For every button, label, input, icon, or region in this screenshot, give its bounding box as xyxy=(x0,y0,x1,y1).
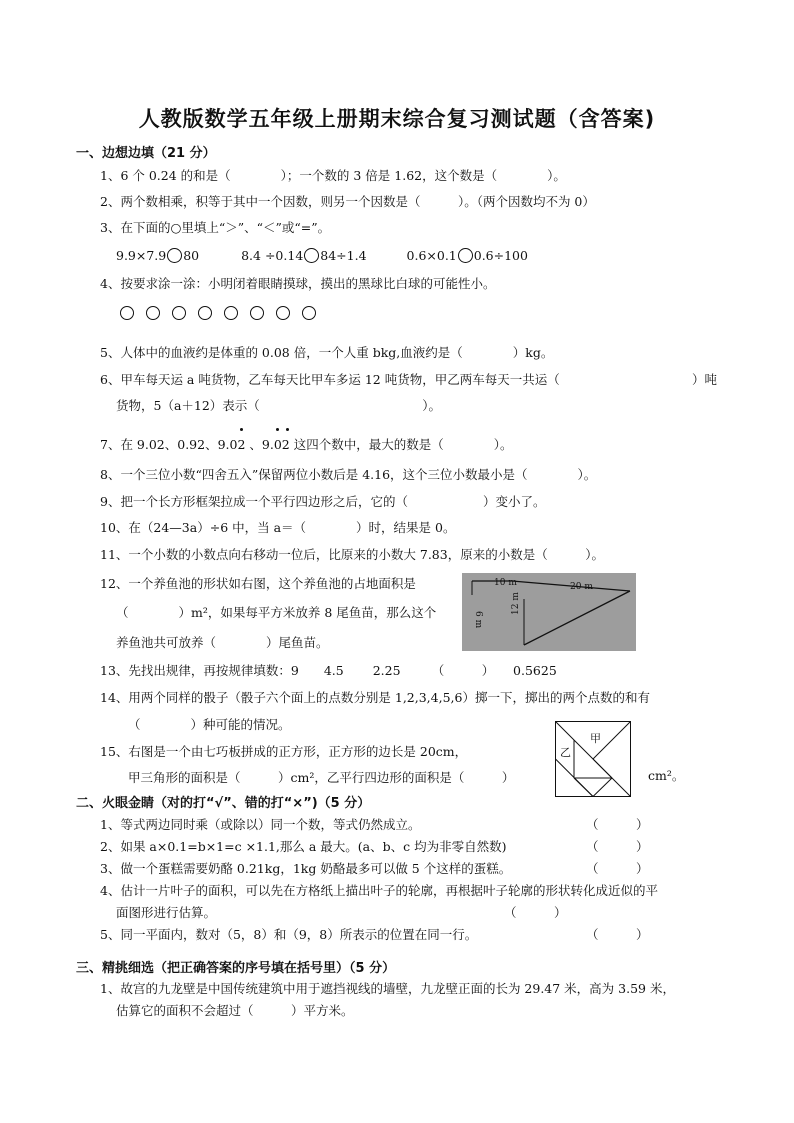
fish-pond-figure xyxy=(462,573,636,651)
ball-circle[interactable] xyxy=(198,306,212,320)
question-1-6-unit: ）吨 xyxy=(692,372,718,387)
choice-question-1-line2: 估算它的面积不会超过（ ）平方米。 xyxy=(116,1003,354,1018)
question-1-14-line2: （ ）种可能的情况。 xyxy=(128,717,291,732)
question-1-15-line2: 甲三角形的面积是（ ）cm²，乙平行四边形的面积是（ ） xyxy=(128,770,515,785)
tf-question-4-line1: 4、估计一片叶子的面积，可以先在方格纸上描出叶子的轮廓，再根据叶子轮廓的形状转化成近似的平 xyxy=(100,883,658,898)
compare-circle-a[interactable] xyxy=(167,248,182,263)
ball-circle[interactable] xyxy=(172,306,186,320)
tf-answer-2[interactable]: （ ） xyxy=(586,839,649,854)
recurring-dot xyxy=(240,428,243,431)
ball-circle[interactable] xyxy=(224,306,238,320)
tangram-label-jia: 甲 xyxy=(590,732,601,745)
compare-a-right: 80 xyxy=(183,248,200,263)
question-1-13: 13、先找出规律，再按规律填数：9 4.5 2.25 （ ） 0.5625 xyxy=(100,663,557,678)
tangram-figure xyxy=(555,721,631,797)
ball-circle[interactable] xyxy=(250,306,264,320)
ball-circle[interactable] xyxy=(146,306,160,320)
question-1-6-line2: 货物，5（a＋12）表示（ ）。 xyxy=(116,398,442,413)
question-1-9: 9、把一个长方形框架拉成一个平行四边形之后，它的（ ）变小了。 xyxy=(100,494,546,509)
question-1-12-line2: （ ）m²，如果每平方米放养 8 尾鱼苗，那么这个 xyxy=(116,605,437,620)
compare-a-left: 9.9×7.9 xyxy=(116,248,167,263)
compare-b-right: 84÷1.4 xyxy=(320,248,367,263)
section-heading-true-false: 二、火眼金睛（对的打“√”、错的打“×”)（5 分） xyxy=(76,796,371,811)
pond-label-right: 20 m xyxy=(570,582,593,592)
tangram-edge-d xyxy=(593,778,612,797)
recurring-dot xyxy=(276,428,279,431)
pond-diagonal xyxy=(524,591,630,645)
pond-label-mid: 12 m xyxy=(511,592,521,615)
section-heading-fill-blank: 一、边想边填（21 分） xyxy=(76,146,216,161)
question-1-3-comparisons xyxy=(116,248,528,263)
section-heading-choice: 三、精挑细选（把正确答案的序号填在括号里）（5 分） xyxy=(76,961,396,976)
tf-question-2: 2、如果 a×0.1=b×1=c ×1.1,那么 a 最大。(a、b、c 均为非零自然数) xyxy=(100,839,507,854)
question-1-15-line1: 15、右图是一个由七巧板拼成的正方形，正方形的边长是 20cm， xyxy=(100,744,468,759)
ball-circles xyxy=(120,306,316,320)
tf-question-4-line2: 面图形进行估算。 xyxy=(116,905,217,920)
pond-label-top: 10 m xyxy=(494,578,517,588)
tf-question-5: 5、同一平面内，数对（5，8）和（9，8）所表示的位置在同一行。 xyxy=(100,927,478,942)
question-1-7: 7、在 9.02、0.92、9.02 、9.02 这四个数中，最大的数是（ ）。 xyxy=(100,437,513,452)
ball-circle[interactable] xyxy=(120,306,134,320)
question-1-4: 4、按要求涂一涂：小明闭着眼睛摸球，摸出的黑球比白球的可能性小。 xyxy=(100,276,496,291)
tf-question-1: 1、等式两边同时乘（或除以）同一个数，等式仍然成立。 xyxy=(100,817,421,832)
question-1-10: 10、在（24—3a）÷6 中，当 a＝（ ）时，结果是 0。 xyxy=(100,520,456,535)
tf-answer-3[interactable]: （ ） xyxy=(586,861,649,876)
question-1-12-line1: 12、一个养鱼池的形状如右图，这个养鱼池的占地面积是 xyxy=(100,576,416,591)
compare-c-right: 0.6÷100 xyxy=(473,248,528,263)
question-1-1: 1、6 个 0.24 的和是（ ）；一个数的 3 倍是 1.62，这个数是（ ）。 xyxy=(100,168,566,183)
compare-c-left: 0.6×0.1 xyxy=(406,248,457,263)
tangram-edge-c xyxy=(593,759,612,778)
question-1-3: 3、在下面的○里填上“＞”、“＜”或“=”。 xyxy=(100,220,331,235)
question-1-11: 11、一个小数的小数点向右移动一位后，比原来的小数大 7.83，原来的小数是（ ）。 xyxy=(100,547,604,562)
question-1-15-unit: cm²。 xyxy=(648,768,685,783)
recurring-dot xyxy=(286,428,289,431)
tf-question-3: 3、做一个蛋糕需要奶酪 0.21kg，1kg 奶酪最多可以做 5 个这样的蛋糕。 xyxy=(100,861,512,876)
question-1-14-line1: 14、用两个同样的骰子（骰子六个面上的点数分别是 1,2,3,4,5,6）掷一下，掷出的两个点数的和有 xyxy=(100,690,650,705)
question-1-2: 2、两个数相乘，积等于其中一个因数，则另一个因数是（ ）。（两个因数均不为 0） xyxy=(100,194,595,209)
pond-label-left: 6 m xyxy=(473,611,483,629)
compare-circle-b[interactable] xyxy=(304,248,319,263)
ball-circle[interactable] xyxy=(276,306,290,320)
compare-b-left: 8.4 ÷0.14 xyxy=(241,248,304,263)
tf-answer-5[interactable]: （ ） xyxy=(586,927,649,942)
question-1-12-line3: 养鱼池共可放养（ ）尾鱼苗。 xyxy=(116,635,329,650)
page-title: 人教版数学五年级上册期末综合复习测试题（含答案) xyxy=(138,107,656,131)
question-1-8: 8、一个三位小数“四舍五入”保留两位小数后是 4.16，这个三位小数最小是（ ）。 xyxy=(100,467,597,482)
question-1-5: 5、人体中的血液约是体重的 0.08 倍，一个人重 bkg,血液约是（ ）kg。 xyxy=(100,345,554,360)
choice-question-1-line1: 1、故宫的九龙壁是中国传统建筑中用于遮挡视线的墙壁，九龙壁正面的长为 29.47 米，高为 3.59 米， xyxy=(100,981,675,996)
ball-circle[interactable] xyxy=(302,306,316,320)
tf-answer-4[interactable]: （ ） xyxy=(504,905,567,920)
question-1-6-line1: 6、甲车每天运 a 吨货物，乙车每天比甲车多运 12 吨货物，甲乙两车每天一共运（ xyxy=(100,372,560,387)
tf-answer-1[interactable]: （ ） xyxy=(586,817,649,832)
compare-circle-c[interactable] xyxy=(458,248,473,263)
tangram-label-yi: 乙 xyxy=(560,746,571,759)
